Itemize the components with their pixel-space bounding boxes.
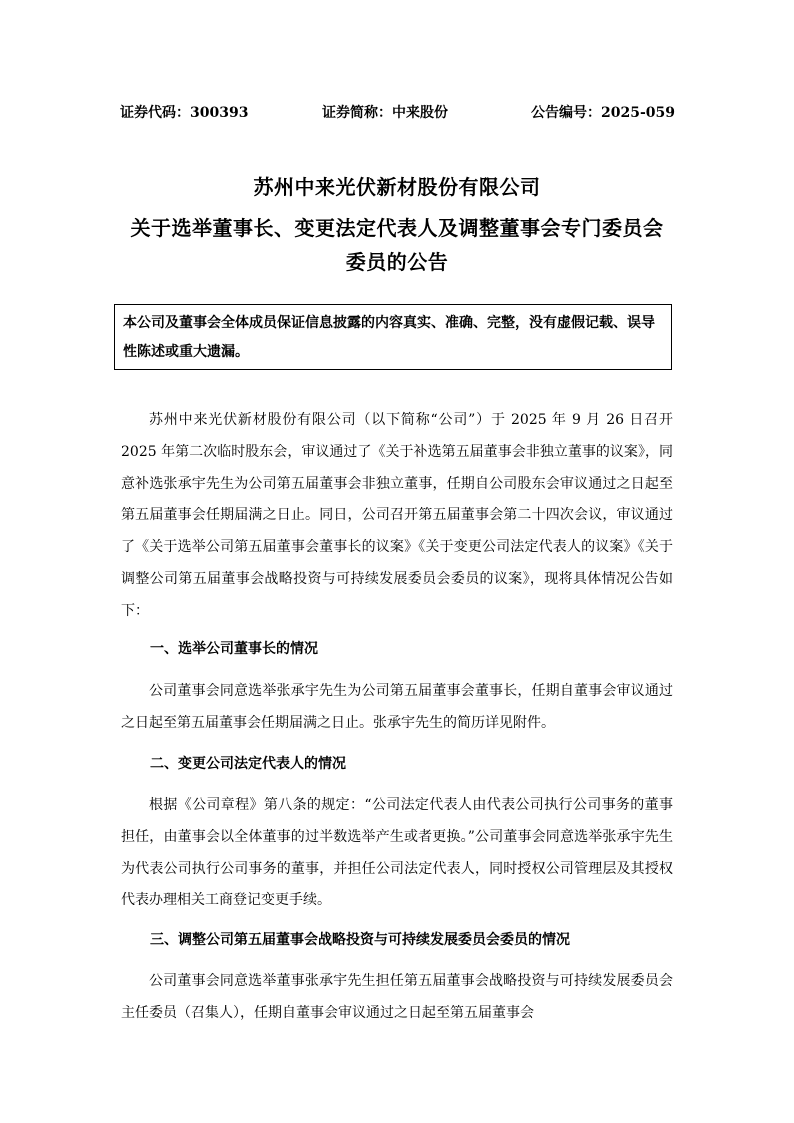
section-heading-committee-adjustment: 三、调整公司第五届董事会战略投资与可持续发展委员会委员的情况 bbox=[150, 932, 570, 948]
announcement-header bbox=[120, 102, 675, 124]
section-heading-chairman-election: 一、选举公司董事长的情况 bbox=[150, 641, 318, 657]
announcement-title-line-1: 关于选举董事长、变更法定代表人及调整董事会专门委员会 bbox=[130, 216, 664, 240]
intro-paragraph: 苏州中来光伏新材股份有限公司（以下简称“公司”）于 2025 年 9 月 26 日召开 2025 年第二次临时股东会，审议通过了《关于补选第五届董事会非独立董事的议案》，同意补选张承宇先生为公司第五届董事会非独立董事，任期自公司股东会审议通过之日起至第五届董事会任期届满之日止。同日，公司召开第五届董事会第二十四次会议，审议通过了《关于选举公司第五届董事会董事长的议案》《关于变更公司法定代表人的议案》《关于调整公司第五届董事会战略投资与可持续发展委员会委员的议案》，现将具体情况公告如下： bbox=[121, 412, 673, 619]
section-body-chairman-election: 公司董事会同意选举张承宇先生为公司第五届董事会董事长，任期自董事会审议通过之日起至第五届董事会任期届满之日止。张承宇先生的简历详见附件。 bbox=[121, 683, 673, 731]
section-body-committee-adjustment: 公司董事会同意选举董事张承宇先生担任第五届董事会战略投资与可持续发展委员会主任委员（召集人），任期自董事会审议通过之日起至第五届董事会 bbox=[121, 973, 673, 1021]
disclosure-guarantee-notice: 本公司及董事会全体成员保证信息披露的内容真实、准确、完整，没有虚假记载、误导性陈述或重大遗漏。 bbox=[114, 304, 672, 370]
stock-code: 证券代码：300393 bbox=[120, 105, 249, 121]
stock-abbreviation: 证券简称：中来股份 bbox=[322, 105, 448, 121]
announcement-title-line-2: 委员的公告 bbox=[345, 250, 449, 274]
section-body-legal-representative: 根据《公司章程》第八条的规定：“公司法定代表人由代表公司执行公司事务的董事担任，由董事会以全体董事的过半数选举产生或者更换。”公司董事会同意选举张承宇先生为代表公司执行公司事务的董事，并担任公司法定代表人，同时授权公司管理层及其授权代表办理相关工商登记变更手续。 bbox=[121, 797, 673, 909]
section-heading-legal-representative: 二、变更公司法定代表人的情况 bbox=[150, 756, 346, 772]
announcement-number: 公告编号：2025-059 bbox=[531, 105, 675, 121]
company-name-title: 苏州中来光伏新材股份有限公司 bbox=[253, 175, 541, 199]
